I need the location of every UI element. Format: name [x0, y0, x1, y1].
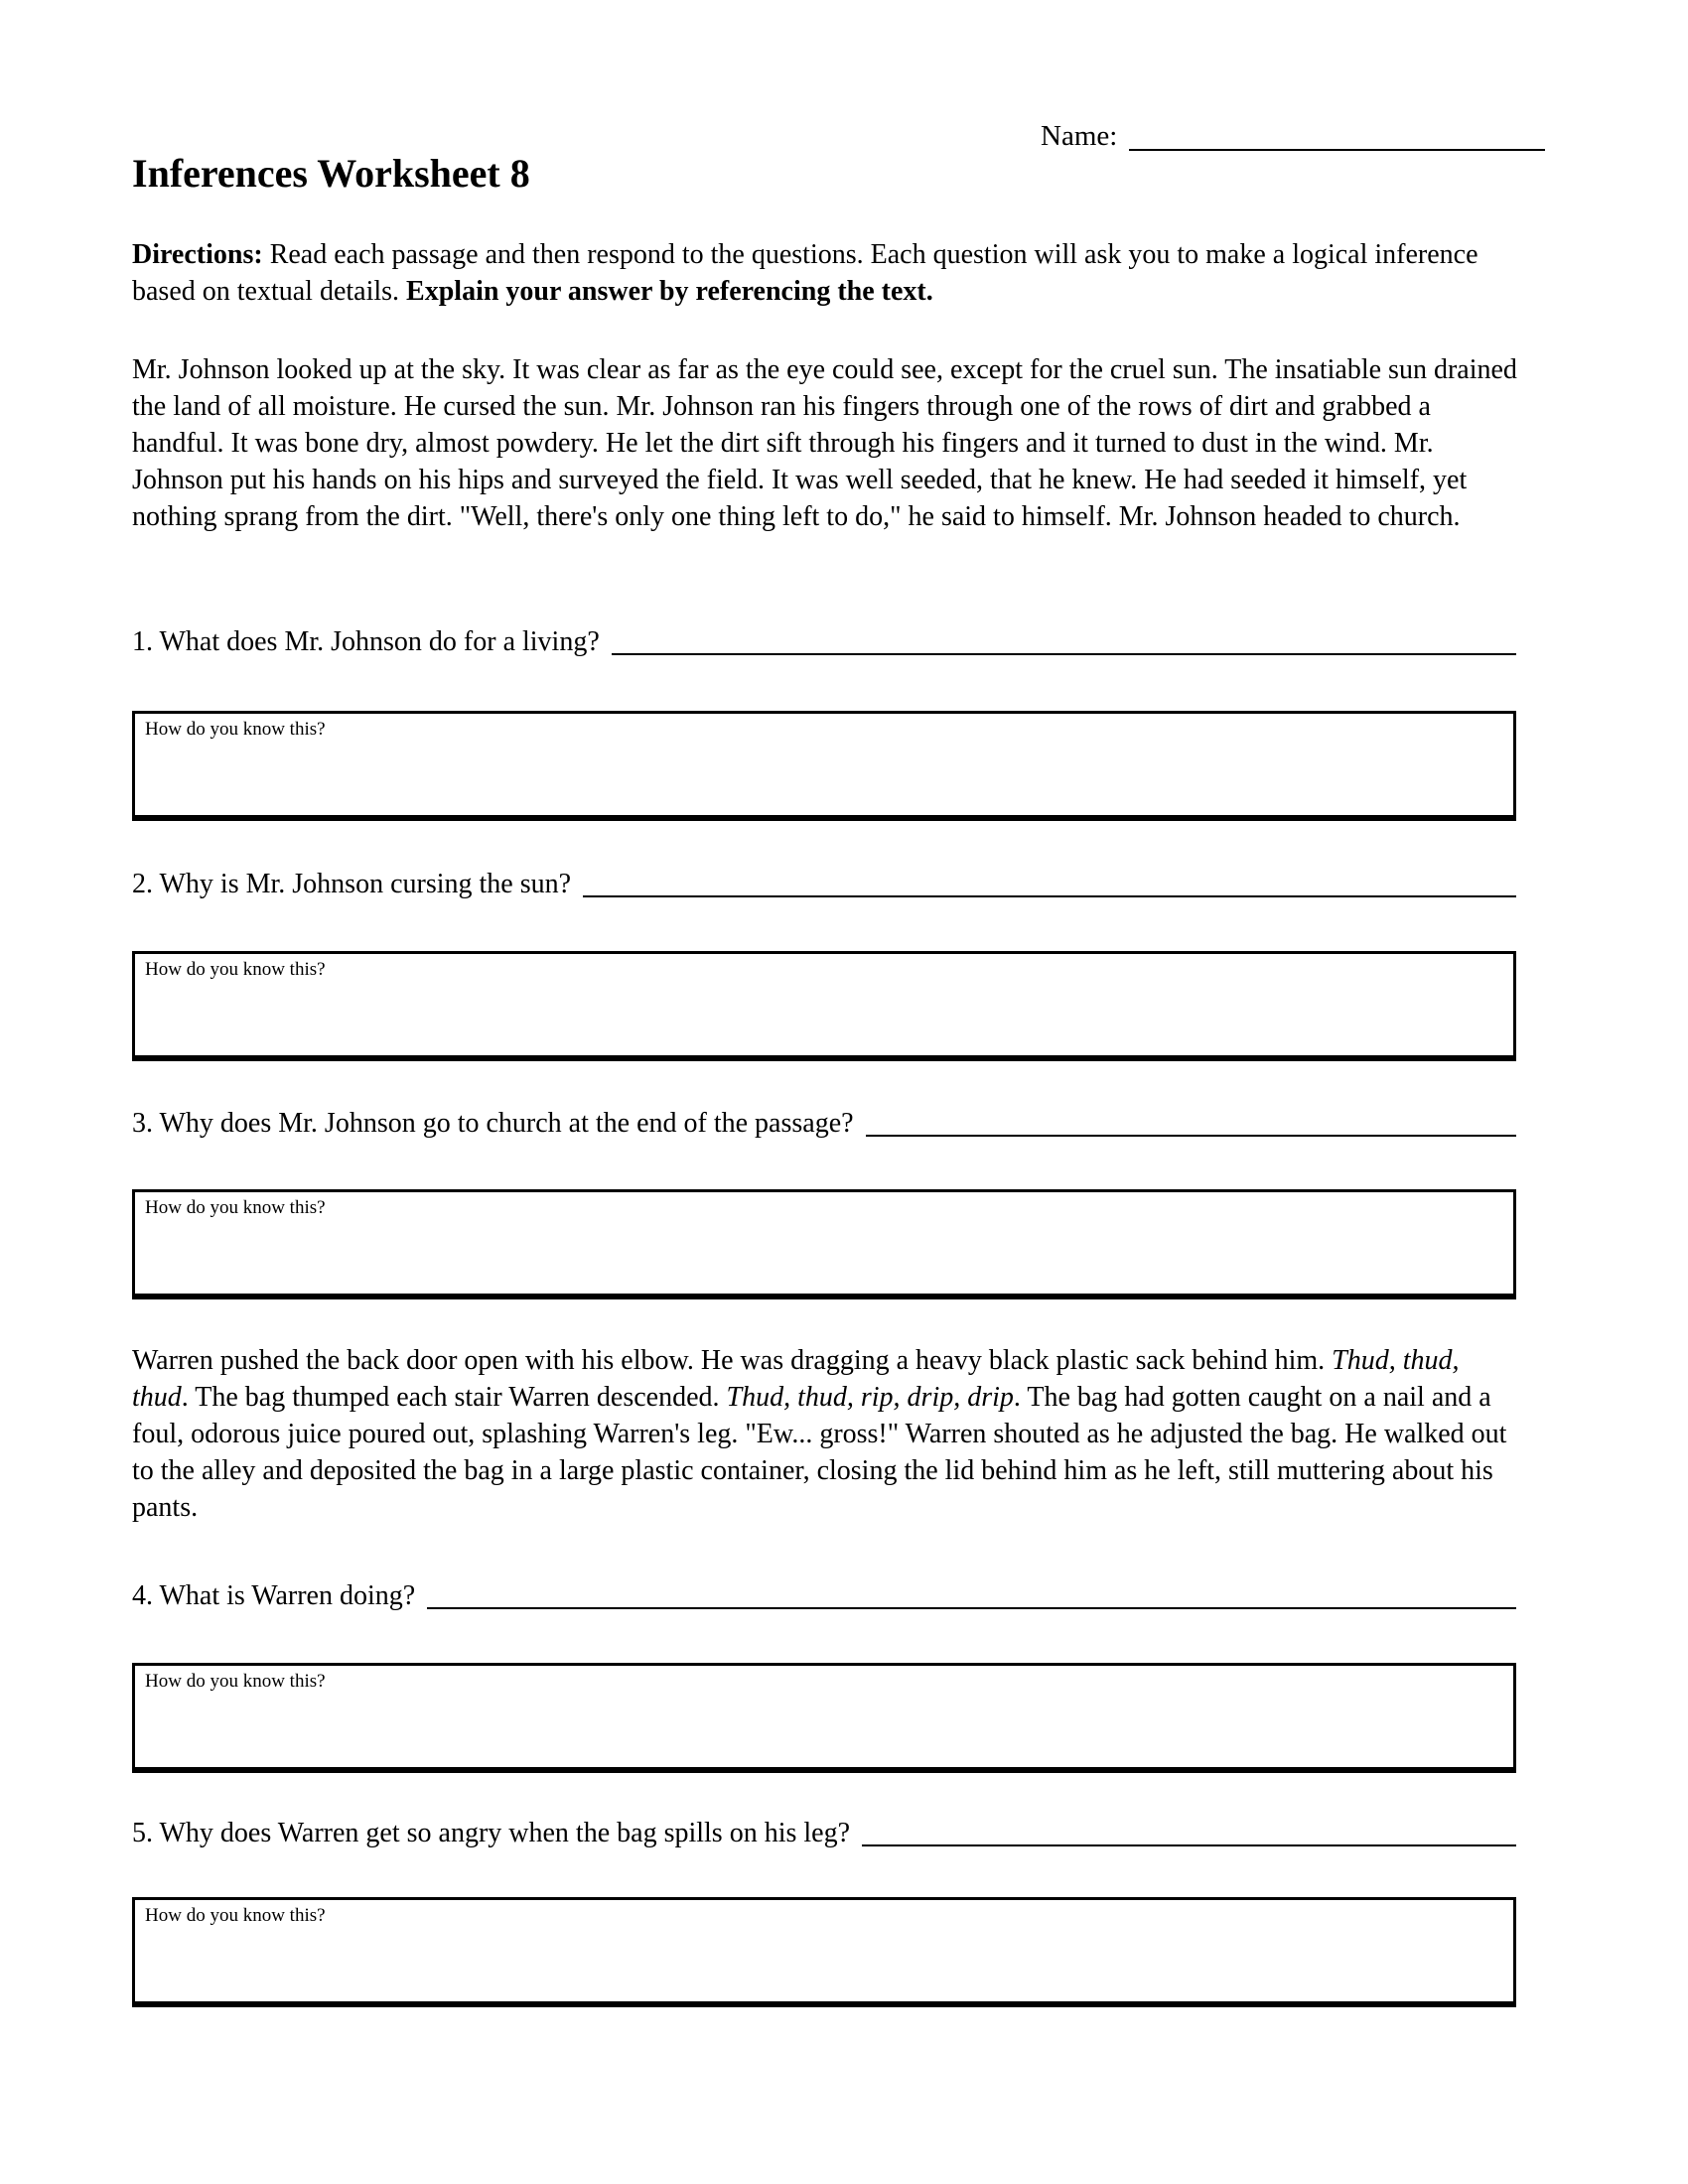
question-2-answer-line[interactable] — [583, 866, 1516, 897]
question-5-answer-line[interactable] — [862, 1815, 1516, 1846]
question-3-label: 3. Why does Mr. Johnson go to church at the end of the passage? — [132, 1108, 854, 1139]
question-2-answer-box[interactable] — [132, 951, 1516, 1061]
question-1 — [132, 623, 1516, 660]
question-1-answer-box[interactable] — [132, 711, 1516, 821]
question-4-box-label: How do you know this? — [145, 1671, 326, 1692]
question-4 — [132, 1577, 1516, 1614]
question-3-answer-box[interactable] — [132, 1189, 1516, 1299]
question-2-box-label: How do you know this? — [145, 959, 326, 980]
question-1-box-label: How do you know this? — [145, 719, 326, 740]
passage-2: Warren pushed the back door open with his elbow. He was dragging a heavy black plastic sack behind him. Thud, thud, thud. The bag thumped each stair Warren descended. Thud, thud, rip, drip, drip. The bag had gotten caught on a nail and a foul, odorous juice poured out, splashing Warren's leg. "Ew... gross!" Warren shouted as he adjusted the bag. He walked out to the alley and deposited the bag in a large plastic container, closing the lid behind him as he left, still muttering about his pants. — [132, 1345, 1507, 1523]
question-2-label: 2. Why is Mr. Johnson cursing the sun? — [132, 869, 572, 899]
question-5 — [132, 1815, 1516, 1851]
question-2 — [132, 866, 1516, 902]
question-1-label: 1. What does Mr. Johnson do for a living? — [132, 626, 600, 657]
question-5-box-label: How do you know this? — [145, 1905, 326, 1926]
name-field — [1041, 117, 1545, 155]
question-5-label: 5. Why does Warren get so angry when the bag spills on his leg? — [132, 1818, 851, 1848]
question-4-answer-line[interactable] — [427, 1577, 1516, 1609]
question-5-answer-box[interactable] — [132, 1897, 1516, 2007]
question-3-box-label: How do you know this? — [145, 1197, 326, 1218]
question-4-answer-box[interactable] — [132, 1663, 1516, 1773]
question-3 — [132, 1105, 1516, 1142]
question-4-label: 4. What is Warren doing? — [132, 1580, 416, 1611]
question-1-answer-line[interactable] — [612, 623, 1516, 655]
page-title: Inferences Worksheet 8 — [132, 151, 530, 196]
question-3-answer-line[interactable] — [866, 1105, 1516, 1137]
name-blank-line[interactable] — [1129, 117, 1545, 151]
name-label: Name: — [1041, 120, 1118, 152]
passage-1: Mr. Johnson looked up at the sky. It was clear as far as the eye could see, except for the cruel sun. The insatiable sun drained the land of all moisture. He cursed the sun. Mr. Johnson ran his fingers through one of the rows of dirt and grabbed a handful. It was bone dry, almost powdery. He let the dirt sift through his fingers and it turned to dust in the wind. Mr. Johnson put his hands on his hips and surveyed the field. It was well seeded, that he knew. He had seeded it himself, yet nothing sprang from the dirt. "Well, there's only one thing left to do," he said to himself. Mr. Johnson headed to church. — [132, 354, 1517, 532]
directions-text: Directions: Read each passage and then respond to the questions. Each question will ask you to make a logical inference based on textual details. Explain your answer by referencing the text. — [132, 239, 1478, 307]
